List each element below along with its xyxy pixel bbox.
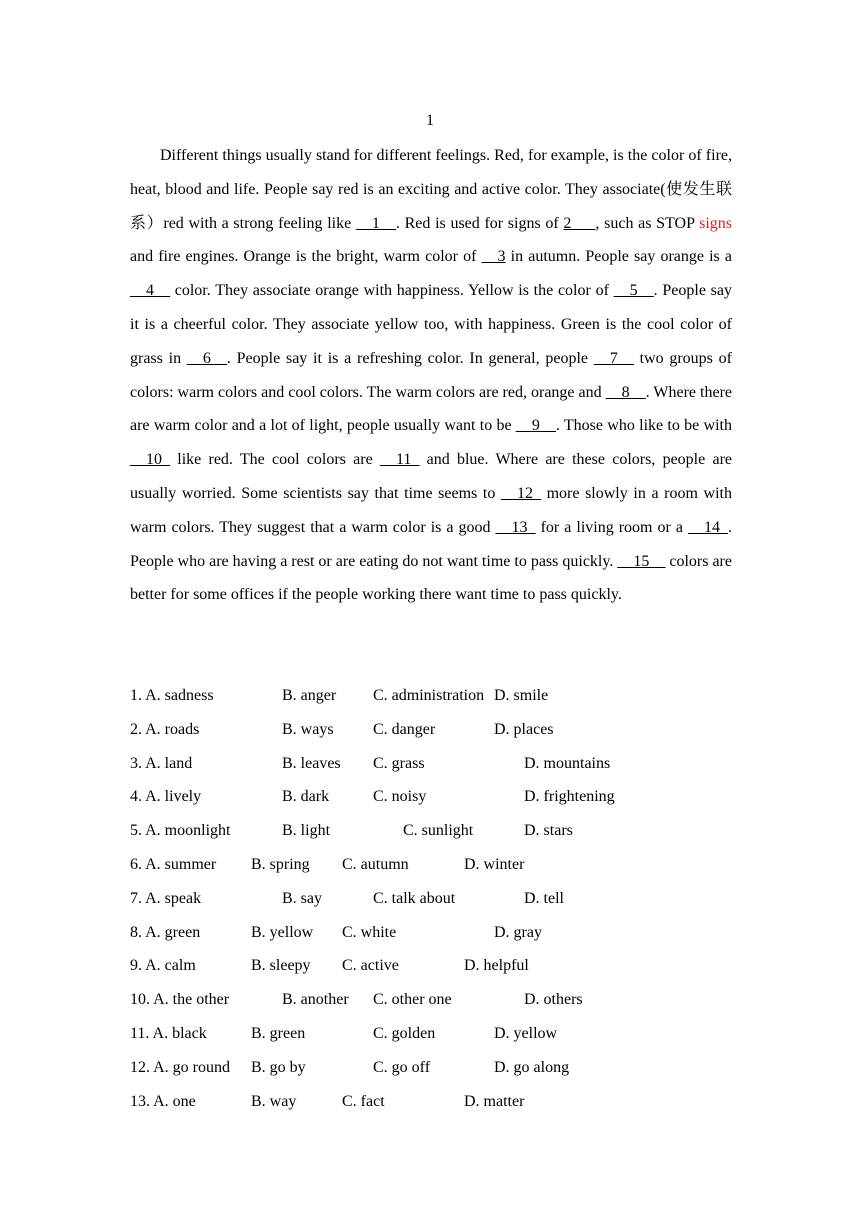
blank-15: __15__ bbox=[617, 552, 666, 570]
question-row bbox=[130, 949, 750, 983]
question-row bbox=[130, 679, 750, 713]
option-b: B. ways bbox=[282, 720, 334, 738]
passage-text: like red. The cool colors are bbox=[170, 451, 380, 469]
passage-text: , such as STOP bbox=[595, 214, 700, 232]
blank-7: __7__ bbox=[593, 349, 634, 367]
passage-text: . People say it is a refreshing color. In general, people bbox=[226, 349, 594, 367]
passage-text: colors are better for some offices if the people working there want time to pass quickly. bbox=[130, 552, 732, 604]
option-a: 10. A. the other bbox=[130, 991, 230, 1009]
passage-text: . Where there are warm color and a lot of light, people usually want to be bbox=[130, 383, 732, 435]
option-b: B. spring bbox=[251, 855, 310, 873]
question-row bbox=[130, 983, 750, 1017]
option-d: D. tell bbox=[524, 889, 564, 907]
option-b: B. dark bbox=[282, 788, 330, 806]
option-d: D. winter bbox=[464, 855, 525, 873]
passage-text: Different things usually stand for different feelings. Red, for example, is the color of fire, heat, blood and life. People say red is an exciting and active color. They associate(使发生联系）red with a strong feeling like bbox=[130, 147, 732, 232]
option-b: B. way bbox=[251, 1092, 297, 1110]
option-a: 6. A. summer bbox=[130, 855, 217, 873]
option-d: D. others bbox=[524, 991, 583, 1009]
passage-text: . Those who like to be with bbox=[555, 417, 733, 435]
option-b: B. yellow bbox=[251, 923, 314, 941]
question-row bbox=[130, 882, 750, 916]
option-b: B. say bbox=[282, 889, 322, 907]
blank-12: __12_ bbox=[500, 484, 541, 502]
passage-text: and fire engines. Orange is the bright, warm color of bbox=[130, 248, 482, 266]
option-a: 2. A. roads bbox=[130, 720, 200, 738]
option-a: 5. A. moonlight bbox=[130, 822, 231, 840]
blank-10: __10_ bbox=[130, 451, 170, 469]
option-b: B. anger bbox=[282, 687, 337, 704]
question-row bbox=[130, 848, 750, 882]
option-c: C. grass bbox=[373, 754, 425, 772]
passage-text: . People who are having a rest or are eating do not want time to pass quickly. bbox=[130, 518, 733, 570]
blank-8: __8__ bbox=[605, 383, 646, 401]
option-b: B. another bbox=[282, 991, 349, 1009]
option-a: 1. A. sadness bbox=[130, 687, 214, 704]
question-row bbox=[130, 1051, 750, 1085]
option-d: D. helpful bbox=[464, 957, 529, 975]
answer-options bbox=[130, 679, 750, 1118]
highlighted-word: signs bbox=[699, 214, 732, 232]
question-row bbox=[130, 747, 750, 781]
option-c: C. golden bbox=[373, 1024, 436, 1042]
option-c: C. white bbox=[342, 923, 397, 941]
passage-text: for a living room or a bbox=[535, 518, 689, 536]
option-c: C. fact bbox=[342, 1092, 385, 1110]
option-c: C. other one bbox=[373, 991, 452, 1009]
question-row bbox=[130, 1017, 750, 1051]
passage-text: in autumn. People say orange is a bbox=[505, 248, 732, 266]
option-a: 12. A. go round bbox=[130, 1058, 230, 1076]
option-d: D. yellow bbox=[494, 1024, 558, 1042]
option-b: B. sleepy bbox=[251, 957, 311, 975]
question-row bbox=[130, 1085, 750, 1119]
option-a: 3. A. land bbox=[130, 754, 193, 772]
question-row bbox=[130, 916, 750, 950]
blank-3: __3 bbox=[481, 248, 506, 266]
option-d: D. stars bbox=[524, 822, 573, 840]
option-c: C. noisy bbox=[373, 788, 427, 806]
option-d: D. gray bbox=[494, 923, 542, 941]
blank-9: __9__ bbox=[515, 417, 556, 435]
question-row bbox=[130, 780, 750, 814]
option-c: C. talk about bbox=[373, 889, 456, 907]
option-b: B. go by bbox=[251, 1058, 306, 1076]
option-d: D. go along bbox=[494, 1058, 570, 1076]
option-c: C. sunlight bbox=[403, 822, 474, 840]
option-d: D. frightening bbox=[524, 788, 615, 806]
blank-1: __1__ bbox=[355, 214, 396, 232]
passage-text: . Red is used for signs of bbox=[395, 214, 564, 232]
passage-text: and blue. Where are these colors, people are usually worried. Some scientists say that time seems to bbox=[130, 451, 733, 502]
option-a: 13. A. one bbox=[130, 1092, 196, 1110]
option-a: 9. A. calm bbox=[130, 957, 196, 975]
option-c: C. autumn bbox=[342, 855, 409, 873]
cloze-passage bbox=[130, 139, 732, 612]
option-b: B. leaves bbox=[282, 754, 341, 772]
blank-11: __11_ bbox=[379, 451, 420, 469]
option-c: C. danger bbox=[373, 720, 436, 738]
passage-text: two groups of colors: warm colors and cool colors. The warm colors are red, orange and bbox=[130, 349, 732, 401]
blank-6: __6__ bbox=[186, 349, 227, 367]
option-c: C. active bbox=[342, 957, 399, 975]
option-a: 7. A. speak bbox=[130, 889, 202, 907]
option-b: B. green bbox=[251, 1024, 306, 1042]
option-c: C. go off bbox=[373, 1058, 431, 1076]
option-d: D. smile bbox=[494, 687, 549, 704]
option-d: D. matter bbox=[464, 1092, 525, 1110]
option-a: 4. A. lively bbox=[130, 788, 202, 806]
blank-2: 2___ bbox=[563, 214, 596, 232]
option-d: D. places bbox=[494, 720, 554, 738]
page-number: 1 bbox=[426, 112, 434, 129]
option-b: B. light bbox=[282, 822, 331, 840]
passage-text: color. They associate orange with happiness. Yellow is the color of bbox=[170, 282, 614, 300]
option-d: D. mountains bbox=[524, 754, 611, 772]
question-row bbox=[130, 814, 750, 848]
option-a: 11. A. black bbox=[130, 1024, 207, 1042]
question-row bbox=[130, 713, 750, 747]
passage-text: . People say it is a cheerful color. They associate yellow too, with happiness. Green is the cool color of grass in bbox=[130, 282, 732, 367]
blank-13: __13_ bbox=[495, 518, 536, 536]
passage-text: more slowly in a room with warm colors. They suggest that a warm color is a good bbox=[130, 484, 733, 536]
blank-14: __14_ bbox=[688, 518, 729, 536]
option-c: C. administration bbox=[373, 687, 485, 704]
option-a: 8. A. green bbox=[130, 923, 201, 941]
blank-4: __4__ bbox=[130, 282, 170, 300]
blank-5: __5__ bbox=[613, 282, 654, 300]
